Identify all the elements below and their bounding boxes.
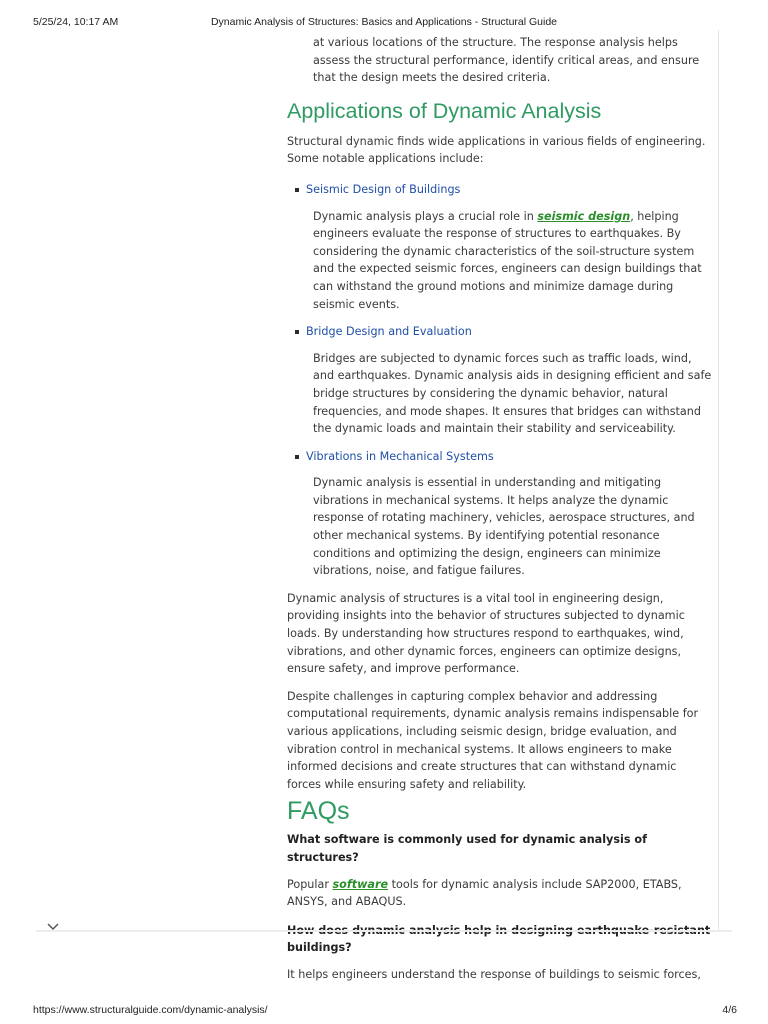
text-segment: Dynamic analysis plays a crucial role in [313, 209, 538, 223]
print-date: 5/25/24, 10:17 AM [33, 16, 119, 28]
bullet-icon [295, 330, 299, 334]
software-link[interactable]: software [332, 877, 389, 891]
list-item [287, 448, 713, 580]
faqs-heading: FAQs [287, 797, 350, 826]
summary-paragraph-2: Despite challenges in capturing complex behavior and addressing computational requirements, dynamic analysis remains indispensable for various applications, including seismic design, bridge evaluation, and vibration control in mechanical systems. It allows engineers to make informed decisions and create structures that can withstand dynamic forces while ensuring safety and reliability. [287, 689, 699, 791]
application-text-seismic [287, 208, 713, 314]
content-bottom-rule [36, 930, 732, 932]
print-document-title: Dynamic Analysis of Structures: Basics and Applications - Structural Guide [210, 16, 558, 28]
bullet-icon [295, 455, 299, 459]
seismic-design-link[interactable]: seismic design [537, 209, 631, 223]
faq-answer-1 [287, 876, 713, 911]
application-title-vibrations[interactable]: Vibrations in Mechanical Systems [306, 449, 494, 463]
bullet-icon [295, 188, 299, 192]
applications-list [287, 181, 713, 580]
application-text-vibrations: Dynamic analysis is essential in understanding and mitigating vibrations in mechanical systems. It helps analyze the dynamic response of rotating machinery, vehicles, aerospace structures, and other mechanical systems. By identifying potential resonance conditions and optimizing the design, engineers can minimize vibrations, noise, and fatigue failures. [313, 476, 695, 578]
content-divider [718, 30, 719, 930]
application-title-bridge[interactable]: Bridge Design and Evaluation [306, 325, 472, 339]
print-footer [0, 994, 768, 1024]
print-page-number: 4/6 [722, 1004, 737, 1016]
article-body [287, 34, 713, 984]
application-title-seismic[interactable]: Seismic Design of Buildings [306, 182, 461, 196]
text-segment: Popular [287, 877, 333, 891]
continued-paragraph: at various locations of the structure. The response analysis helps assess the structural performance, identify critical areas, and ensure that the design meets the desired criteria. [313, 36, 700, 85]
text-segment: tools for dynamic analysis include SAP2000, ETABS, ANSYS, and ABAQUS. [287, 877, 682, 909]
application-text-bridge: Bridges are subjected to dynamic forces such as traffic loads, wind, and earthquakes. Dynamic analysis aids in designing efficient and safe bridge structures by considering the dynamic behavior, natural frequencies, and mode shapes. It ensures that bridges can withstand the dynamic loads and maintain their stability and serviceability. [313, 351, 712, 436]
application-item-header [287, 448, 713, 466]
applications-intro: Structural dynamic finds wide applications in various fields of engineering. Some notable applications include: [287, 134, 706, 166]
applications-heading: Applications of Dynamic Analysis [287, 98, 602, 123]
text-segment: , helping engineers evaluate the response of structures to earthquakes. By considering the dynamic characteristics of the soil-structure system and the expected seismic forces, engineers can design buildings that can withstand the ground motions and minimize damage during seismic events. [313, 209, 702, 311]
print-url: https://www.structuralguide.com/dynamic-analysis/ [33, 1004, 268, 1016]
application-item-header [287, 181, 713, 199]
faq-question-1: What software is commonly used for dynamic analysis of structures? [287, 833, 647, 864]
faq-question-2: buildings? [287, 941, 352, 955]
list-item [287, 323, 713, 438]
chevron-down-icon[interactable] [46, 918, 60, 930]
application-item-header [287, 323, 713, 341]
summary-paragraph-1: Dynamic analysis of structures is a vital tool in engineering design, providing insights into the behavior of structures subjected to dynamic loads. By understanding how structures respond to earthquakes, wind, vibrations, and other dynamic forces, engineers can optimize designs, ensure safety, and improve performance. [287, 591, 685, 676]
faq-answer-2: It helps engineers understand the response of buildings to seismic forces, [287, 967, 701, 981]
print-header [0, 0, 768, 28]
list-item [287, 181, 713, 313]
